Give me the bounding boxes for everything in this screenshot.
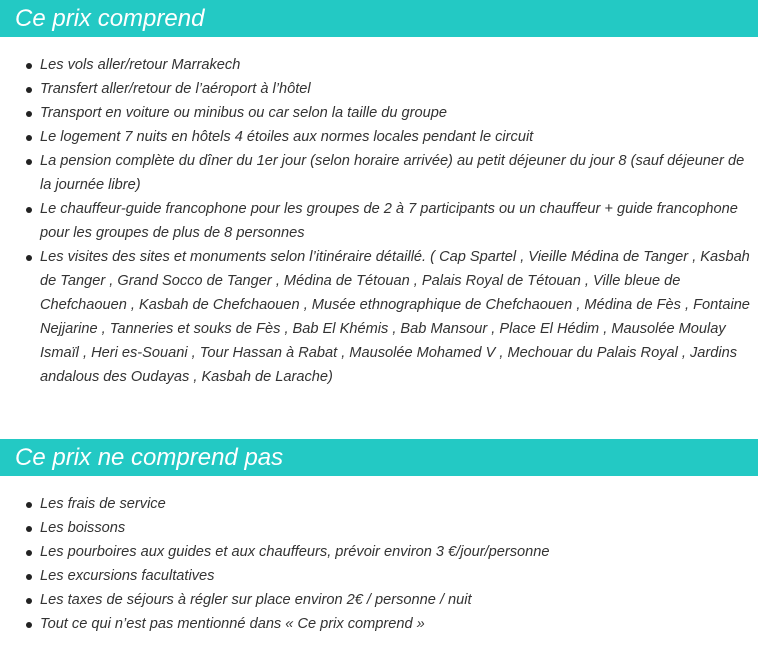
bullet-icon xyxy=(26,255,32,261)
bullet-icon xyxy=(26,598,32,604)
excluded-list xyxy=(0,492,758,636)
list-item-text: Les taxes de séjours à régler sur place environ 2€ / personne / nuit xyxy=(40,592,472,608)
list-item xyxy=(40,588,758,612)
bullet-icon xyxy=(26,526,32,532)
bullet-icon xyxy=(26,207,32,213)
bullet-icon xyxy=(26,502,32,508)
bullet-icon xyxy=(26,111,32,117)
list-item xyxy=(40,245,758,389)
list-item-text: Les visites des sites et monuments selon l’itinéraire détaillé. ( Cap Spartel , Vieille Médina de Tanger , Kasbah de Tanger , Grand Socco de Tanger , Médina de Tétouan , Palais Royal de Tétouan , Ville bleue de Chefchaouen , Kasbah de Chefchaouen , Musée ethnographique de Chefchaouen , Médina de Fès , Fontaine Nejjarine , Tanneries et souks de Fès , Bab El Khémis , Bab Mansour , Place El Hédim , Mausolée Moulay Ismaïl , Heri es-Souani , Tour Hassan à Rabat , Mausolée Mohamed V , Mechouar du Palais Royal , Jardins andalous des Oudayas , Kasbah de Larache) xyxy=(40,249,750,385)
bullet-icon xyxy=(26,63,32,69)
included-section-title: Ce prix comprend xyxy=(15,5,205,32)
list-item xyxy=(40,540,758,564)
list-item-text: Les frais de service xyxy=(40,496,166,512)
list-item xyxy=(40,492,758,516)
list-item-text: Les excursions facultatives xyxy=(40,568,215,584)
list-item-text: Tout ce qui n’est pas mentionné dans « Ce prix comprend » xyxy=(40,616,425,632)
bullet-icon xyxy=(26,159,32,165)
list-item-text: La pension complète du dîner du 1er jour (selon horaire arrivée) au petit déjeuner du jour 8 (sauf déjeuner de la journée libre) xyxy=(40,153,745,193)
bullet-icon xyxy=(26,622,32,628)
list-item-text: Les vols aller/retour Marrakech xyxy=(40,57,241,73)
list-item xyxy=(40,125,758,149)
included-section-header xyxy=(0,0,758,37)
included-list xyxy=(0,53,758,389)
bullet-icon xyxy=(26,550,32,556)
excluded-section-header xyxy=(0,439,758,476)
list-item-text: Les pourboires aux guides et aux chauffeurs, prévoir environ 3 €/jour/personne xyxy=(40,544,550,560)
list-item-text: Transfert aller/retour de l’aéroport à l’hôtel xyxy=(40,81,311,97)
list-item xyxy=(40,564,758,588)
list-item xyxy=(40,101,758,125)
list-item xyxy=(40,197,758,245)
list-item xyxy=(40,612,758,636)
bullet-icon xyxy=(26,135,32,141)
list-item xyxy=(40,516,758,540)
bullet-icon xyxy=(26,87,32,93)
excluded-section-title: Ce prix ne comprend pas xyxy=(15,444,284,471)
list-item-text: Transport en voiture ou minibus ou car selon la taille du groupe xyxy=(40,105,447,121)
bullet-icon xyxy=(26,574,32,580)
list-item-text: Le logement 7 nuits en hôtels 4 étoiles aux normes locales pendant le circuit xyxy=(40,129,534,145)
list-item xyxy=(40,53,758,77)
list-item-text: Le chauffeur-guide francophone pour les groupes de 2 à 7 participants ou un chauffeur + guide francophone pour les groupes de plus de 8 personnes xyxy=(40,201,738,241)
list-item xyxy=(40,149,758,197)
list-item xyxy=(40,77,758,101)
list-item-text: Les boissons xyxy=(40,520,126,536)
